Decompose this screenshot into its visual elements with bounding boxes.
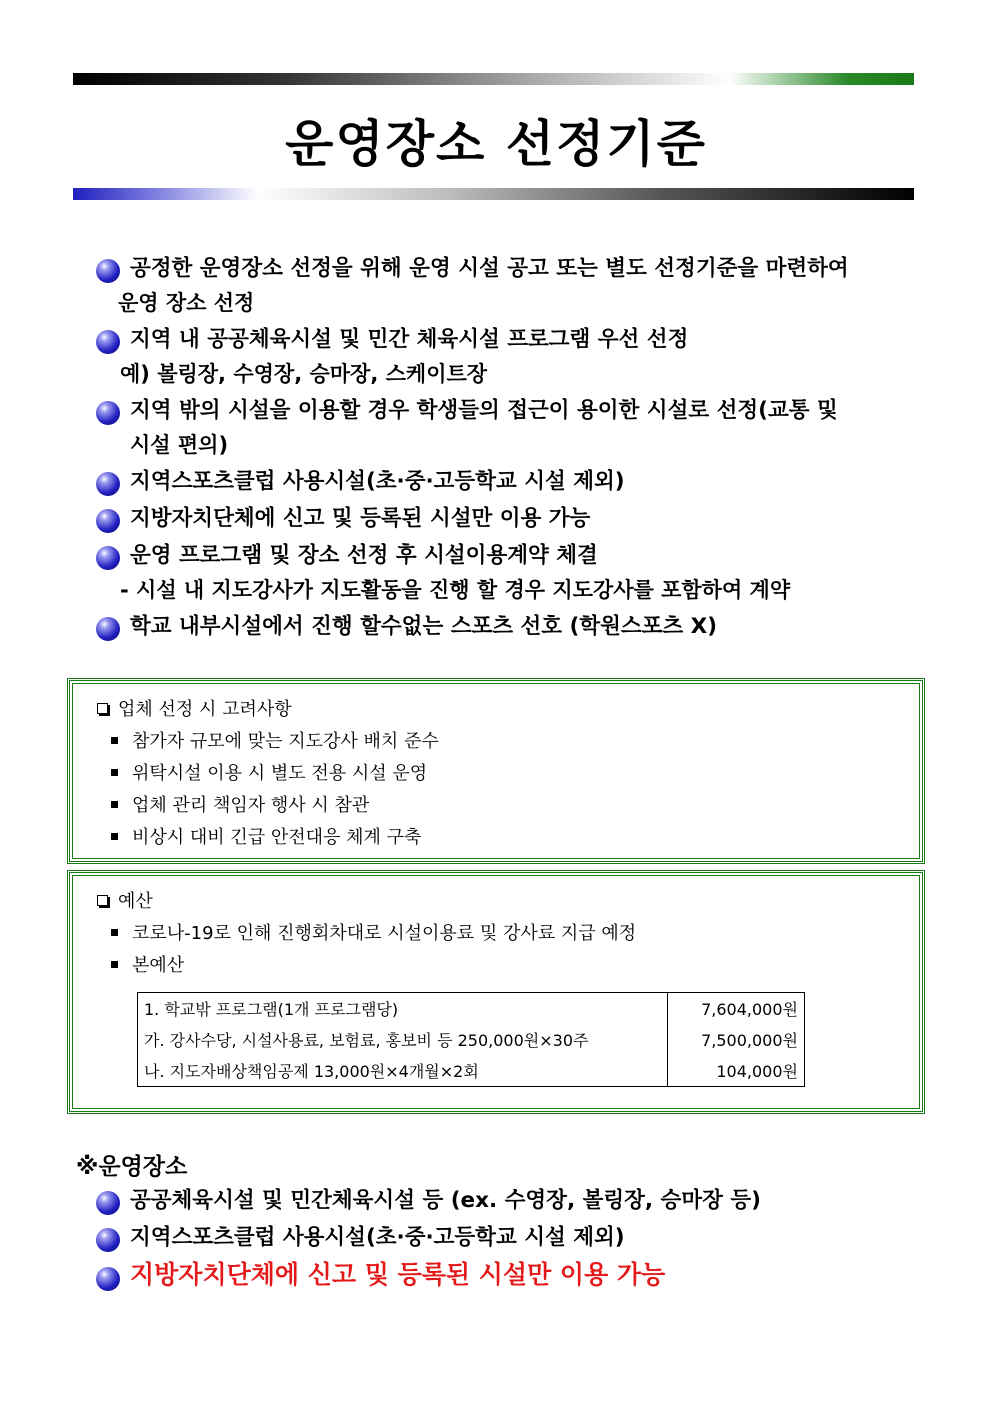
table-cell-label: 가. 강사수당, 시설사용료, 보험료, 홍보비 등 250,000원×30주: [138, 1024, 668, 1055]
bullet-circle-icon: [96, 472, 120, 496]
table-cell-label: 나. 지도자배상책임공제 13,000원×4개월×2회: [138, 1055, 668, 1087]
budget-table: [137, 992, 805, 1087]
square-bullet-icon: [111, 833, 118, 840]
vendor-considerations-box: [69, 680, 923, 862]
table-cell-label: 1. 학교밖 프로그램(1개 프로그램당): [138, 993, 668, 1025]
square-bullet-icon: [111, 929, 118, 936]
venue-list: [96, 1184, 936, 1292]
square-bullet-icon: [111, 737, 118, 744]
list-item: 코로나-19로 인해 진행회차대로 시설이용료 및 강사료 지급 예정: [97, 918, 919, 950]
criteria-item: 지역 밖의 시설을 이용할 경우 학생들의 접근이 용이한 시설로 선정(교통 및: [96, 394, 936, 428]
venue-item: 지역스포츠클럽 사용시설(초·중·고등학교 시설 제외): [96, 1221, 936, 1255]
list-item: 업체 관리 책임자 행사 시 참관: [97, 790, 919, 822]
list-item: 본예산: [97, 950, 919, 982]
square-bullet-icon: [111, 769, 118, 776]
box-heading: 업체 선정 시 고려사항: [97, 694, 919, 726]
venue-section-title: ※운영장소: [76, 1154, 188, 1180]
criteria-item-note: - 시설 내 지도강사가 지도활동을 진행 할 경우 지도강사를 포함하여 계약: [120, 578, 791, 602]
criteria-item: 학교 내부시설에서 진행 할수없는 스포츠 선호 (학원스포츠 X): [96, 610, 936, 644]
table-cell-amount: 7,500,000원: [668, 1024, 805, 1055]
criteria-item: 지방자치단체에 신고 및 등록된 시설만 이용 가능: [96, 502, 936, 536]
bullet-circle-icon: [96, 509, 120, 533]
bullet-circle-icon: [96, 617, 120, 641]
top-gradient-bar: [73, 73, 914, 85]
venue-item-highlight: 지방자치단체에 신고 및 등록된 시설만 이용 가능: [96, 1258, 936, 1292]
table-row: [138, 1024, 805, 1055]
table-row: [138, 993, 805, 1025]
checkbox-square-icon: [97, 895, 108, 906]
table-row: [138, 1055, 805, 1087]
page-title: 운영장소 선정기준: [285, 115, 707, 173]
bullet-circle-icon: [96, 1228, 120, 1252]
criteria-item-continued: 운영 장소 선정: [118, 291, 255, 315]
criteria-item: 공정한 운영장소 선정을 위해 운영 시설 공고 또는 별도 선정기준을 마련하여: [96, 252, 936, 286]
bullet-circle-icon: [96, 401, 120, 425]
checkbox-square-icon: [97, 703, 108, 714]
table-cell-amount: 7,604,000원: [668, 993, 805, 1025]
list-item: 위탁시설 이용 시 별도 전용 시설 운영: [97, 758, 919, 790]
bullet-circle-icon: [96, 1191, 120, 1215]
criteria-item: 지역스포츠클럽 사용시설(초·중·고등학교 시설 제외): [96, 465, 936, 499]
square-bullet-icon: [111, 801, 118, 808]
list-item: 참가자 규모에 맞는 지도강사 배치 준수: [97, 726, 919, 758]
bullet-circle-icon: [96, 546, 120, 570]
list-item: 비상시 대비 긴급 안전대응 체계 구축: [97, 822, 919, 854]
table-cell-amount: 104,000원: [668, 1055, 805, 1087]
bullet-circle-icon: [96, 1267, 120, 1291]
criteria-list: [96, 252, 936, 644]
bullet-circle-icon: [96, 330, 120, 354]
square-bullet-icon: [111, 961, 118, 968]
criteria-item: 지역 내 공공체육시설 및 민간 체육시설 프로그램 우선 선정: [96, 323, 936, 357]
bullet-circle-icon: [96, 259, 120, 283]
criteria-item: 운영 프로그램 및 장소 선정 후 시설이용계약 체결: [96, 539, 936, 573]
bottom-gradient-bar: [73, 188, 914, 200]
venue-item: 공공체육시설 및 민간체육시설 등 (ex. 수영장, 볼링장, 승마장 등): [96, 1184, 936, 1218]
box-heading: 예산: [97, 886, 919, 918]
criteria-item-example: 예) 볼링장, 수영장, 승마장, 스케이트장: [120, 362, 488, 386]
budget-box: [69, 872, 923, 1112]
criteria-item-continued: 시설 편의): [130, 433, 229, 457]
